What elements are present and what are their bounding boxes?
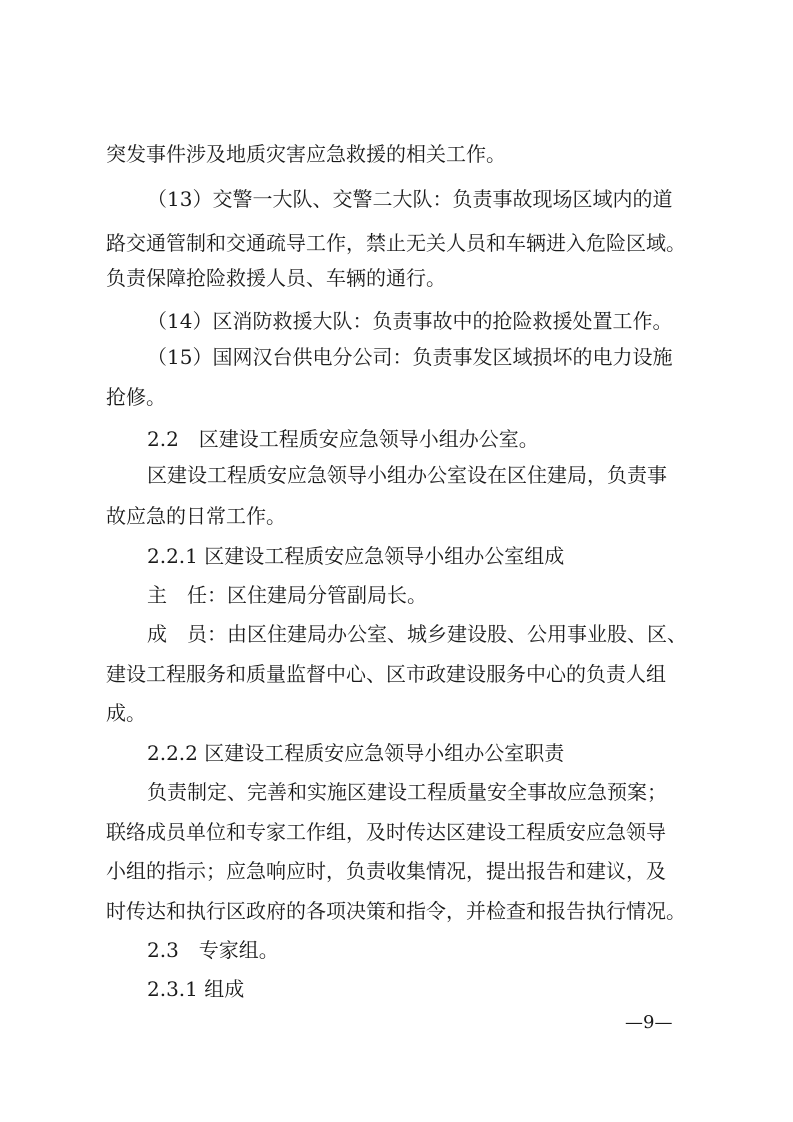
subsection-heading: 2.3.1 组成 — [147, 977, 245, 1001]
text-line: 故应急的日常工作。 — [106, 504, 286, 528]
section-heading: 2.2 区建设工程质安应急领导小组办公室。 — [147, 427, 539, 451]
text-line: （14）区消防救援大队：负责事故中的抢险救援处置工作。 — [147, 309, 673, 333]
subsection-heading: 2.2.2 区建设工程质安应急领导小组办公室职责 — [147, 741, 565, 765]
text-line: 抢修。 — [106, 385, 166, 409]
text-line: 成。 — [106, 701, 146, 725]
text-line: 时传达和执行区政府的各项决策和指令，并检查和报告执行情况。 — [106, 899, 686, 923]
text-line: 突发事件涉及地质灾害应急救援的相关工作。 — [106, 142, 506, 166]
text-line: 成 员：由区住建局办公室、城乡建设股、公用事业股、区、 — [147, 622, 687, 646]
text-line: （13）交警一大队、交警二大队：负责事故现场区域内的道 — [147, 187, 673, 211]
text-line: 路交通管制和交通疏导工作，禁止无关人员和车辆进入危险区域。 — [106, 231, 686, 255]
text-line: 主 任：区住建局分管副局长。 — [147, 583, 427, 607]
text-line: 区建设工程质安应急领导小组办公室设在区住建局，负责事 — [147, 463, 667, 487]
text-line: 建设工程服务和质量监督中心、区市政建设服务中心的负责人组 — [106, 662, 666, 686]
text-line: 负责保障抢险救援人员、车辆的通行。 — [106, 266, 446, 290]
page-number: —9— — [625, 1012, 673, 1033]
text-line: 小组的指示；应急响应时，负责收集情况，提出报告和建议，及 — [106, 859, 666, 883]
section-heading: 2.3 专家组。 — [147, 938, 279, 962]
text-line: 负责制定、完善和实施区建设工程质量安全事故应急预案； — [147, 780, 667, 804]
text-line: 联络成员单位和专家工作组，及时传达区建设工程质安应急领导 — [106, 820, 666, 844]
text-line: （15）国网汉台供电分公司：负责事发区域损坏的电力设施 — [147, 345, 673, 369]
subsection-heading: 2.2.1 区建设工程质安应急领导小组办公室组成 — [147, 544, 565, 568]
